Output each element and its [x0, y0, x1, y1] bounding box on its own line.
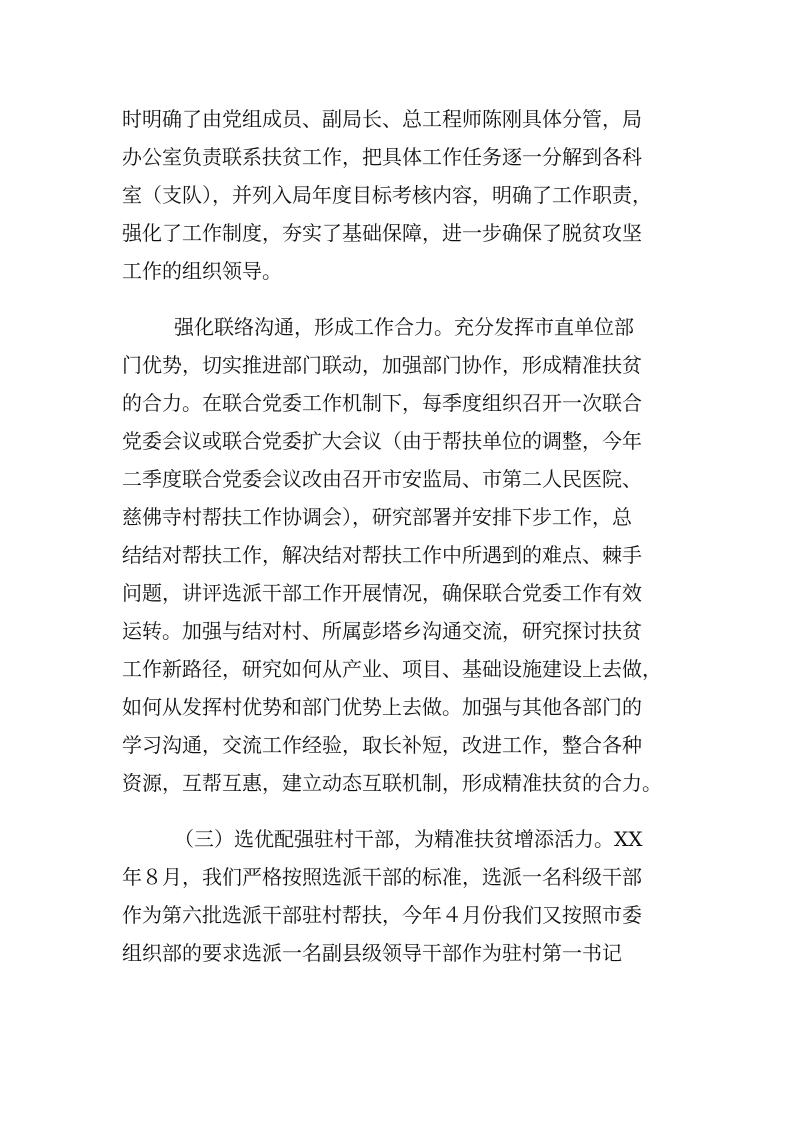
text-line: 工作的组织领导。	[122, 259, 282, 283]
text-line: 结结对帮扶工作，解决结对帮扶工作中所遇到的难点、棘手	[122, 543, 642, 567]
text-line: 问题，讲评选派干部工作开展情况，确保联合党委工作有效	[122, 581, 642, 605]
paragraph-2	[122, 308, 682, 802]
text-line: 二季度联合党委会议改由召开市安监局、市第二人民医院、	[122, 467, 642, 491]
text-line: 强化联络沟通，形成工作合力。充分发挥市直单位部	[174, 315, 634, 339]
text-line: 门优势，切实推进部门联动，加强部门协作，形成精准扶贫	[122, 353, 642, 377]
text-line: 强化了工作制度，夯实了基础保障，进一步确保了脱贫攻坚	[122, 221, 642, 245]
text-line: 资源，互帮互惠，建立动态互联机制，形成精准扶贫的合力。	[122, 771, 662, 795]
text-line: 作为第六批选派干部驻村帮扶，今年４月份我们又按照市委	[122, 903, 642, 927]
text-line: 慈佛寺村帮扶工作协调会），研究部署并安排下步工作，总	[122, 505, 632, 529]
text-line: 如何从发挥村优势和部门优势上去做。加强与其他各部门的	[122, 695, 642, 719]
text-line: 时明确了由党组成员、副局长、总工程师陈刚具体分管，局	[122, 107, 642, 131]
text-line: 工作新路径，研究如何从产业、项目、基础设施建设上去做，	[122, 657, 662, 681]
text-line: （三）选优配强驻村干部，为精准扶贫增添活力。XX	[174, 827, 643, 851]
text-line: 组织部的要求选派一名副县级领导干部作为驻村第一书记	[122, 941, 622, 965]
paragraph-3	[122, 820, 682, 972]
text-line: 党委会议或联合党委扩大会议（由于帮扶单位的调整，今年	[122, 429, 642, 453]
text-line: 室（支队），并列入局年度目标考核内容，明确了工作职责，	[122, 183, 652, 207]
paragraph-1	[122, 100, 682, 290]
text-line: 的合力。在联合党委工作机制下，每季度组织召开一次联合	[122, 391, 642, 415]
text-line: 学习沟通，交流工作经验，取长补短，改进工作，整合各种	[122, 733, 642, 757]
paragraph-spacing	[122, 802, 682, 820]
paragraph-spacing	[122, 290, 682, 308]
text-line: 办公室负责联系扶贫工作，把具体工作任务逐一分解到各科	[122, 145, 642, 169]
text-line: 年８月，我们严格按照选派干部的标准，选派一名科级干部	[122, 865, 642, 889]
text-line: 运转。加强与结对村、所属彭塔乡沟通交流，研究探讨扶贫	[122, 619, 642, 643]
document-body	[122, 100, 682, 972]
